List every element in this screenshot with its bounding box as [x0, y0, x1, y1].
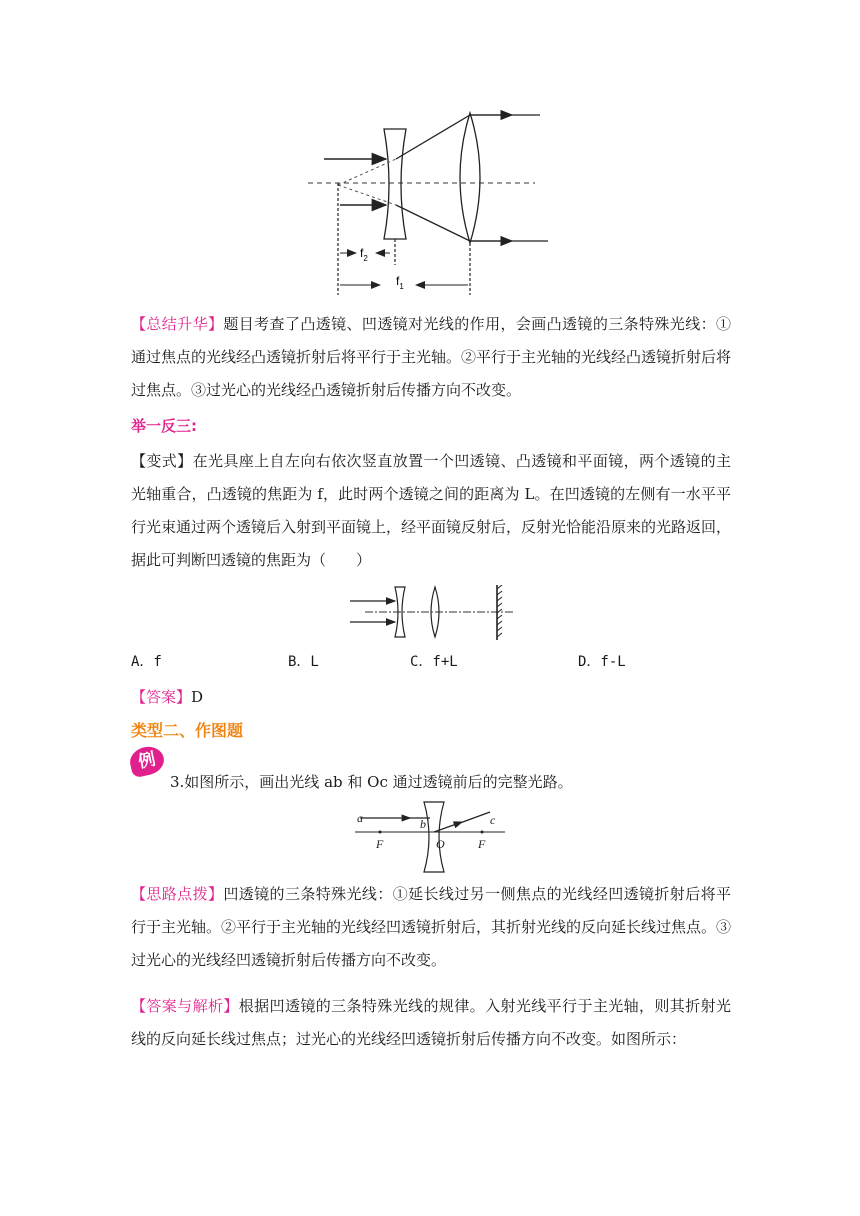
concave-lens-ray-figure: [350, 800, 510, 875]
practice-heading: 举一反三:: [131, 417, 197, 435]
summary-tag: 【总结升华】: [131, 315, 224, 333]
ray-oc-arrow: [434, 822, 462, 832]
example-badge-icon: [127, 744, 166, 778]
option-c[interactable]: C．f+L: [410, 654, 458, 670]
answer-value: D: [191, 688, 204, 706]
answer-line: [131, 681, 731, 714]
focus-right-dot: [481, 831, 484, 834]
option-a[interactable]: A．f: [131, 654, 162, 670]
diverging-ray-bottom: [396, 205, 470, 241]
label-a: a: [357, 811, 363, 825]
diverging-ray-top: [396, 115, 470, 159]
f2-label: $f_2$: [360, 246, 368, 263]
hint-tag: 【思路点拨】: [131, 885, 224, 903]
variant-tag: 【变式】: [131, 452, 193, 470]
optical-bench-figure: [345, 585, 520, 640]
solution-text: 根据凹透镜的三条特殊光线的规律。入射光线平行于主光轴，则其折射光线的反向延长线过焦点；过光心的光线经凹透镜折射后传播方向不改变。如图所示：: [131, 997, 731, 1048]
variant-text: 在光具座上自左向右依次竖直放置一个凹透镜、凸透镜和平面镜，两个透镜的主光轴重合，凸透镜的焦距为 f，此时两个透镜之间的距离为 L。在凹透镜的左侧有一水平平行光束通过两个透镜后入射到平面镜上，经平面镜反射后，反射光恰能沿原来的光路返回，据此可判断凹透镜的焦距为（ ）: [131, 452, 732, 569]
label-b: b: [420, 817, 426, 831]
label-c: c: [490, 813, 496, 827]
summary-paragraph: [131, 308, 731, 407]
focus-left-dot: [379, 831, 382, 834]
example-badge-label: 例: [136, 749, 158, 773]
hint-paragraph: [131, 878, 731, 977]
summary-text: 题目考查了凸透镜、凹透镜对光线的作用，会画凸透镜的三条特殊光线：①通过焦点的光线经凸透镜折射后将平行于主光轴。②平行于主光轴的光线经凸透镜折射后将过焦点。③过光心的光线经凸透镜折射后传播方向不改变。: [131, 315, 732, 399]
convex-lens: [460, 113, 480, 243]
option-d[interactable]: D．f-L: [578, 654, 626, 670]
question-3: 3.如图所示，画出光线 ab 和 Oc 通过透镜前后的完整光路。: [170, 773, 573, 791]
option-b[interactable]: B．L: [288, 654, 319, 670]
answer-tag: 【答案】: [131, 688, 192, 706]
concave-lens: [384, 129, 406, 239]
virtual-extension-bottom: [338, 185, 396, 205]
label-f-left: F: [376, 837, 384, 851]
virtual-extension-top: [338, 159, 396, 185]
label-o: O: [436, 837, 445, 851]
solution-paragraph: [131, 990, 731, 1056]
solution-tag: 【答案与解析】: [131, 997, 239, 1015]
hint-text: 凹透镜的三条特殊光线：①延长线过另一侧焦点的光线经凹透镜折射后将平行于主光轴。②平行于主光轴的光线经凹透镜折射后，其折射光线的反向延长线过焦点。③过光心的光线经凹透镜折射后传播方向不改变。: [131, 885, 732, 969]
f1-label: $f_1$: [396, 274, 404, 291]
lens-combination-figure: [300, 105, 560, 300]
label-f-right: F: [478, 837, 486, 851]
section-heading: 类型二、作图题: [131, 721, 244, 740]
ray-oc: [460, 812, 490, 823]
variant-paragraph: [131, 445, 731, 577]
